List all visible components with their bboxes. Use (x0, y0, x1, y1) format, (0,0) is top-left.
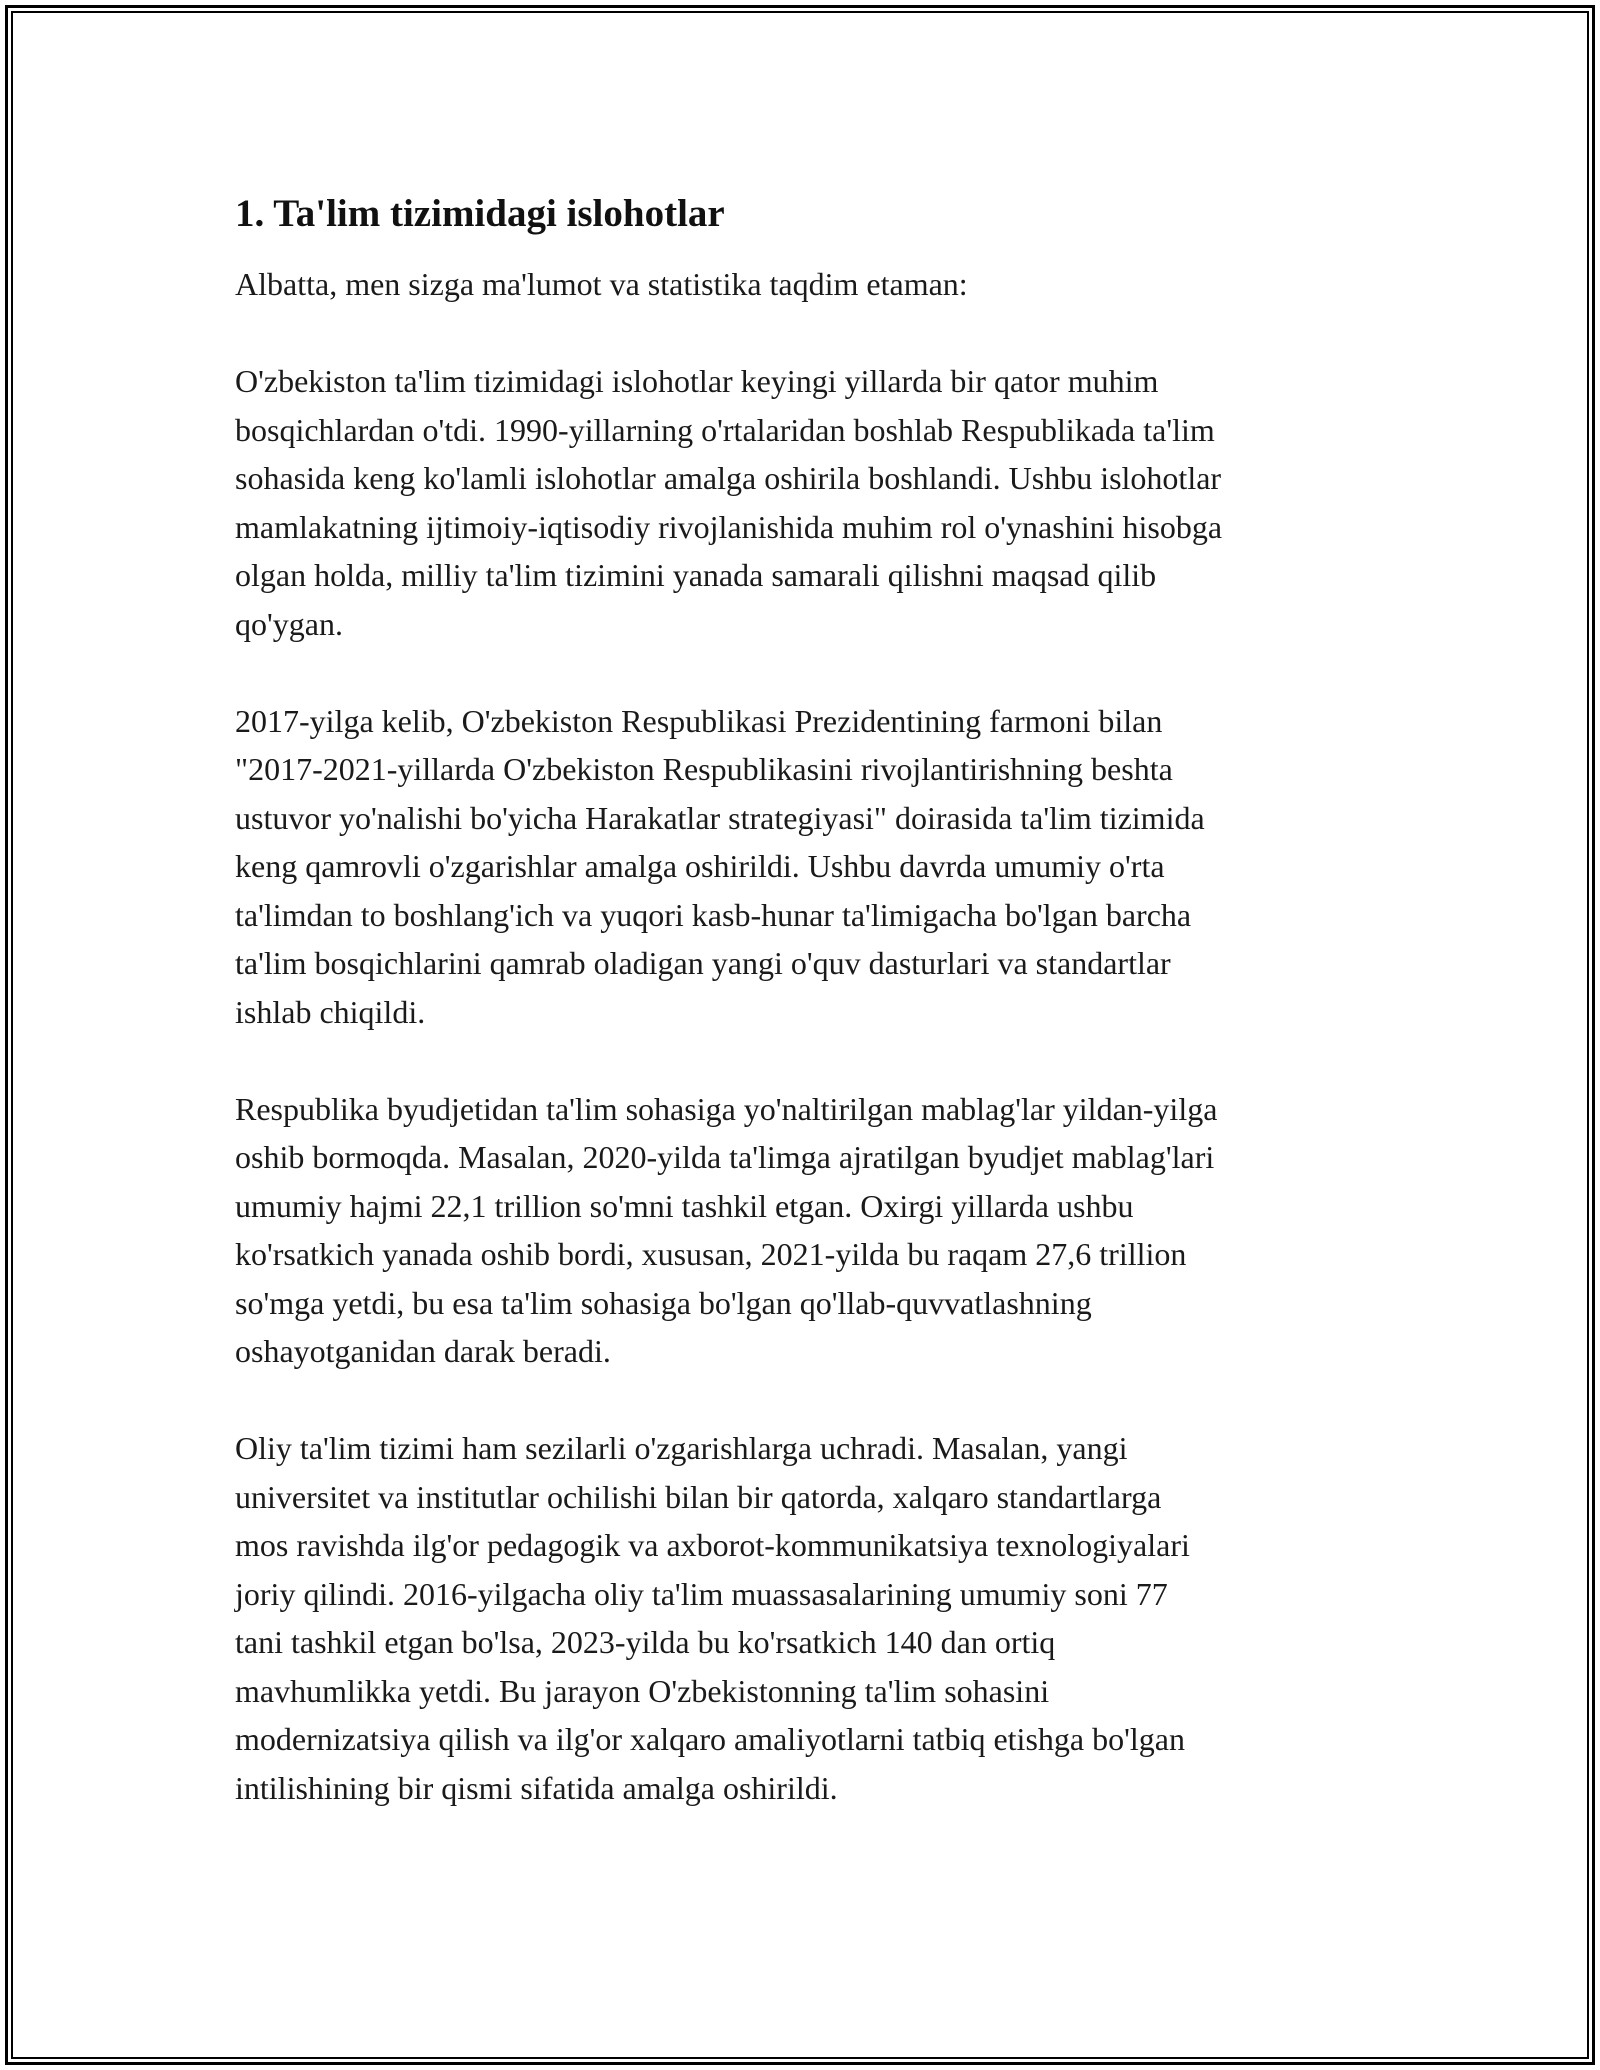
paragraph-budget-funding: Respublika byudjetidan ta'lim sohasiga yo'naltirilgan mablag'lar yildan-yilga oshib bormoqda. Masalan, 2020-yilda ta'limga ajratilgan byudjet mablag'lari umumiy hajmi 22,1 trillion so'mni tashkil etgan. Oxirgi yillarda ushbu ko'rsatkich yanada oshib bordi, xususan, 2021-yilda bu raqam 27,6 trillion so'mga yetdi, bu esa ta'lim sohasiga bo'lgan qo'llab-quvvatlashning oshayotganidan darak beradi. (235, 1090, 1218, 1369)
paragraph-higher-education: Oliy ta'lim tizimi ham sezilarli o'zgarishlarga uchradi. Masalan, yangi universitet va institutlar ochilishi bilan bir qatorda, xalqaro standartlarga mos ravishda ilg'or pedagogik va axborot-kommunikatsiya texnologiyalari joriy qilindi. 2016-yilgacha oliy ta'lim muassasalarining umumiy soni 77 tani tashkil etgan bo'lsa, 2023-yilda bu ko'rsatkich 140 dan ortiq mavhumlikka yetdi. Bu jarayon O'zbekistonning ta'lim sohasini modernizatsiya qilish va ilg'or xalqaro amaliyotlarni tatbiq etishga bo'lgan intilishining bir qismi sifatida amalga oshirildi. (235, 1430, 1190, 1806)
paragraph-reforms-overview: O'zbekiston ta'lim tizimidagi islohotlar keyingi yillarda bir qator muhim bosqichlardan o'tdi. 1990-yillarning o'rtalaridan boshlab Respublikada ta'lim sohasida keng ko'lamli islohotlar amalga oshirila boshlandi. Ushbu islohotlar mamlakatning ijtimoiy-iqtisodiy rivojlanishida muhim rol o'ynashini hisobga olgan holda, milliy ta'lim tizimini yanada samarali qilishni maqsad qilib qo'ygan. (235, 363, 1223, 642)
intro-paragraph: Albatta, men sizga ma'lumot va statistika taqdim etaman: (235, 266, 968, 302)
document-body (235, 188, 1375, 1861)
paragraph-2017-strategy: 2017-yilga kelib, O'zbekiston Respublikasi Prezidentining farmoni bilan "2017-2021-yillarda O'zbekiston Respublikasini rivojlantirishning beshta ustuvor yo'nalishi bo'yicha Harakatlar strategiyasi" doirasida ta'lim tizimida keng qamrovli o'zgarishlar amalga oshirildi. Ushbu davrda umumiy o'rta ta'limdan to boshlang'ich va yuqori kasb-hunar ta'limigacha bo'lgan barcha ta'lim bosqichlarini qamrab oladigan yangi o'quv dasturlari va standartlar ishlab chiqildi. (235, 702, 1205, 1030)
section-heading: 1. Ta'lim tizimidagi islohotlar (235, 192, 725, 235)
